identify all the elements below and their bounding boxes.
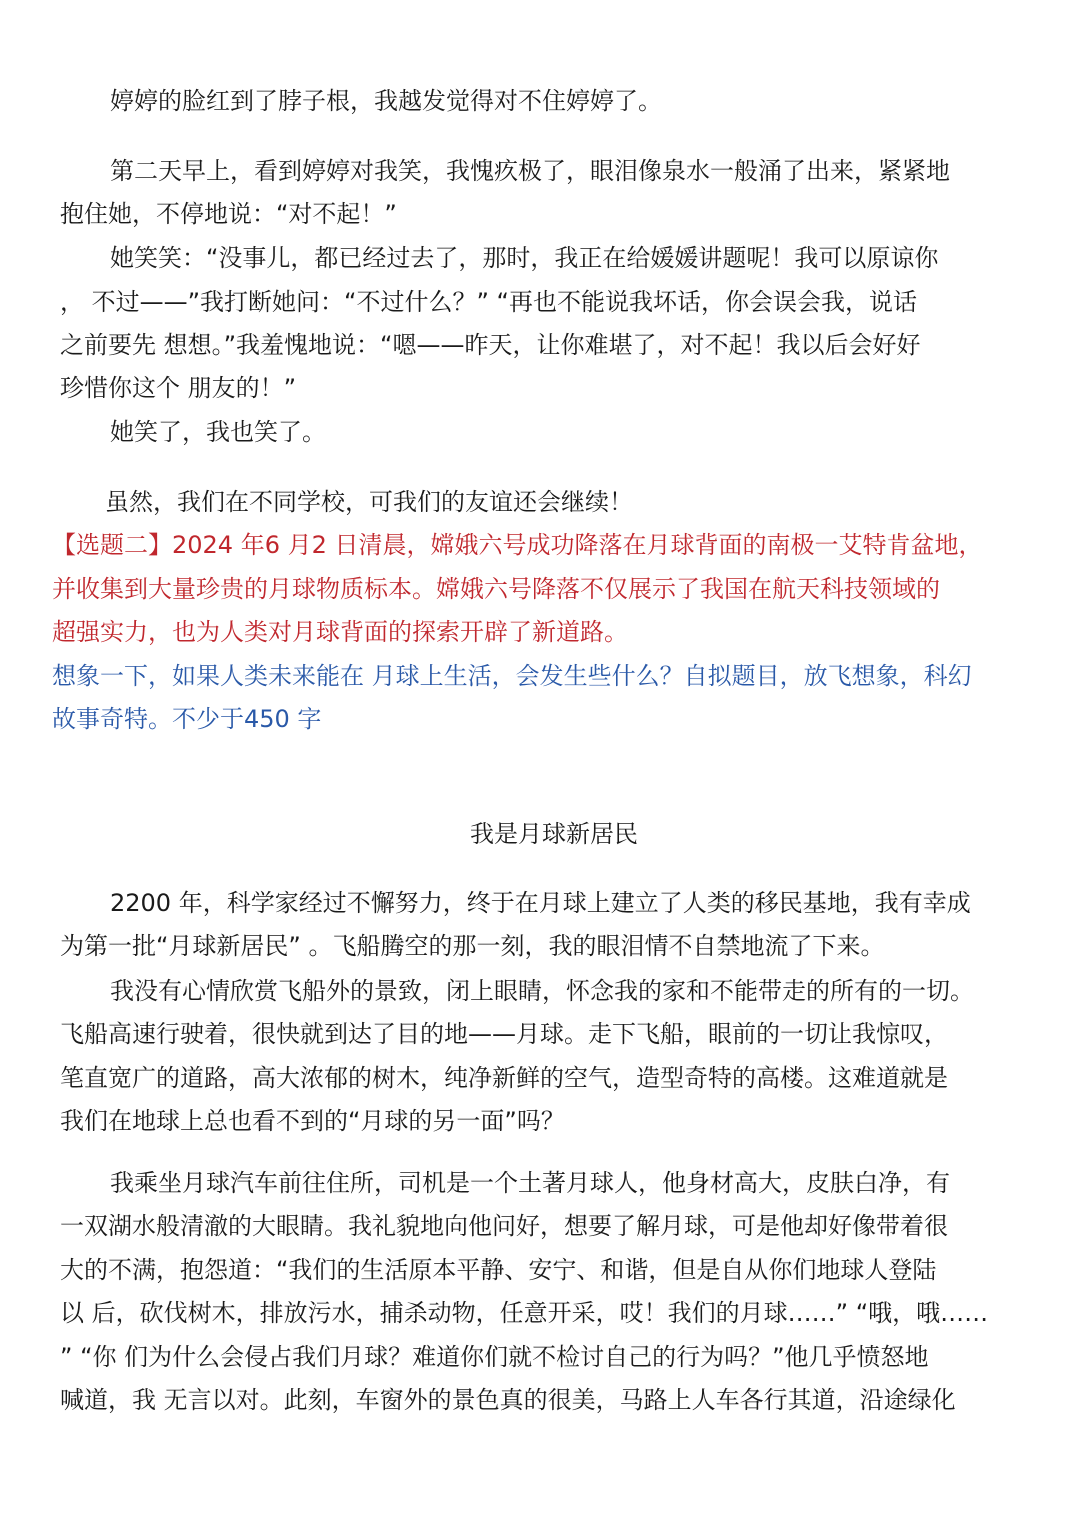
paragraph-line: ” “你 们为什么会侵占我们月球？难道你们就不检讨自己的行为吗？”他几乎愤怒地 — [60, 1343, 929, 1371]
paragraph-line: 她笑笑：“没事儿，都已经过去了，那时，我正在给媛媛讲题呢！我可以原谅你 — [110, 244, 939, 272]
paragraph-line: 我乘坐月球汽车前往住所，司机是一个土著月球人，他身材高大，皮肤白净，有 — [110, 1169, 950, 1197]
paragraph-line: 抱住她，不停地说：“对不起！” — [60, 200, 397, 228]
paragraph-line: ， 不过——”我打断她问：“不过什么？” “再也不能说我坏话，你会误会我，说话 — [60, 288, 917, 316]
prompt-blue-line: 故事奇特。不少于450 字 — [52, 705, 322, 733]
paragraph-line: 第二天早上，看到婷婷对我笑，我愧疚极了，眼泪像泉水一般涌了出来，紧紧地 — [110, 157, 950, 185]
paragraph-line: 婷婷的脸红到了脖子根，我越发觉得对不住婷婷了。 — [110, 87, 662, 115]
paragraph-line: 我们在地球上总也看不到的“月球的另一面”吗？ — [60, 1107, 565, 1135]
prompt-red-line: 并收集到大量珍贵的月球物质标本。嫦娥六号降落不仅展示了我国在航天科技领域的 — [52, 575, 940, 603]
paragraph-line: 之前要先 想想。”我羞愧地说：“嗯——昨天，让你难堪了，对不起！我以后会好好 — [60, 331, 921, 359]
prompt-red-line: 超强实力，也为人类对月球背面的探索开辟了新道路。 — [52, 618, 628, 646]
essay-title: 我是月球新居民 — [470, 820, 638, 848]
paragraph-line: 她笑了，我也笑了。 — [110, 418, 326, 446]
prompt-blue-line: 想象一下，如果人类未来能在 月球上生活，会发生些什么？自拟题目，放飞想象，科幻 — [52, 662, 972, 690]
paragraph-line: 大的不满，抱怨道：“我们的生活原本平静、安宁、和谐，但是自从你们地球人登陆 — [60, 1256, 937, 1284]
paragraph-line: 飞船高速行驶着，很快就到达了目的地——月球。走下飞船，眼前的一切让我惊叹， — [60, 1020, 948, 1048]
paragraph-line: 我没有心情欣赏飞船外的景致，闭上眼睛，怀念我的家和不能带走的所有的一切。 — [110, 977, 974, 1005]
paragraph-line: 一双湖水般清澈的大眼睛。我礼貌地向他问好，想要了解月球，可是他却好像带着很 — [60, 1212, 948, 1240]
paragraph-line: 为第一批“月球新居民” 。飞船腾空的那一刻，我的眼泪情不自禁地流了下来。 — [60, 932, 885, 960]
prompt-red-line: 【选题二】2024 年6 月2 日清晨，嫦娥六号成功降落在月球背面的南极一艾特肯盆地， — [52, 531, 983, 559]
paragraph-line: 笔直宽广的道路，高大浓郁的树木，纯净新鲜的空气，造型奇特的高楼。这难道就是 — [60, 1064, 948, 1092]
paragraph-line: 以 后，砍伐树木，排放污水，捕杀动物，任意开采，哎！我们的月球……” “哦，哦…… — [60, 1299, 989, 1327]
paragraph-line: 虽然，我们在不同学校，可我们的友谊还会继续！ — [105, 488, 633, 516]
paragraph-line: 2200 年，科学家经过不懈努力，终于在月球上建立了人类的移民基地，我有幸成 — [110, 889, 971, 917]
paragraph-line: 喊道，我 无言以对。此刻，车窗外的景色真的很美，马路上人车各行其道，沿途绿化 — [60, 1386, 956, 1414]
paragraph-line: 珍惜你这个 朋友的！” — [60, 374, 297, 402]
